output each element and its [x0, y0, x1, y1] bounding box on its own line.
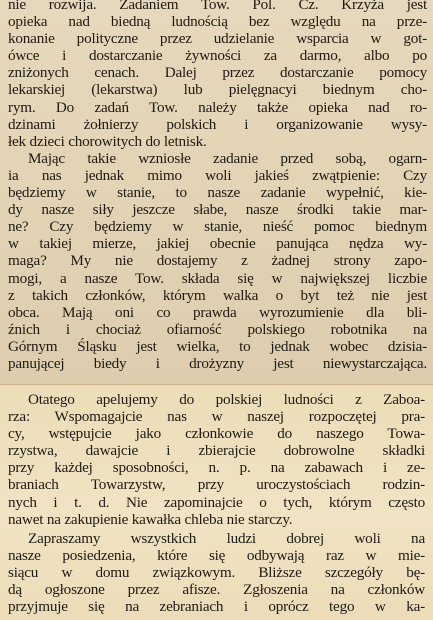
text-line: rzystwa, dawajcie i zbierajcie dobrowolne składki [8, 442, 425, 460]
text-line: dą ogłoszone przez afisze. Zgłoszenia na członków [8, 581, 425, 599]
text-line: opieka nad biedną ludnością bez względu na prze- [8, 13, 427, 31]
text-line: nasze posiedzenia, które się odbywają raz w mie- [8, 546, 425, 564]
text-line: w takiej mierze, jakiej obecnie panująca nędza wy- [8, 235, 427, 253]
text-line: z takich członków, którym walka o byt też nie jest [8, 286, 427, 304]
text-line: nie rozwija. Zadaniem Tow. Pol. Cz. Krzyża jest [8, 0, 427, 13]
text-line: rym. Do zadań Tow. należy także opieka nad ro- [8, 98, 427, 116]
text-line: ówce i dostarczanie żywności za darmo, albo po [8, 47, 427, 65]
text-line: Zapraszamy wszystkich ludzi dobrej woli na [28, 529, 425, 547]
text-line: przyjmuje się na zebraniach i oprócz tego w ka- [8, 598, 425, 616]
text-line: rza: Wspomagajcie nas w naszej rozpoczętej pra- [8, 408, 425, 426]
text-line: Górnym Śląsku jest wielka, to jednak wobec dzisia- [8, 337, 427, 355]
text-line: dy nasze siły jeszcze słabe, nasze środki takie mar- [8, 201, 427, 219]
text-line: zniżonych cenach. Dalej przez dostarczanie pomocy [8, 64, 427, 82]
text-line: mogi, a nasze Tow. składa się w największej liczbie [8, 269, 427, 287]
text-line: nych i t. d. Nie zapominajcie o tych, którym często [8, 493, 425, 511]
text-line: ne? Czy będziemy w stanie, nieść pomoc biednym [8, 218, 427, 236]
text-line: Otatego apelujemy do polskiej ludności z Zaboa- [28, 391, 425, 408]
text-line: konanie polityczne przez udzielanie wsparcia w got- [8, 30, 427, 48]
text-line: łek dzieci chorowitych do letnisk. [8, 132, 207, 150]
text-line: cy, wstępujcie jako członkowie do naszego Towa- [8, 425, 425, 443]
text-line: obca. Mają oni co prawda wyrozumienie dla bli- [8, 303, 427, 321]
text-line: panującej biedy i drożyzny jest niewystarczająca. [8, 354, 427, 372]
article-column-lower [0, 384, 433, 620]
text-line: dzinami żołnierzy polskich i organizowanie wysy- [8, 115, 427, 133]
text-line: maga? My nie dostajemy z żadnej strony zapo- [8, 252, 427, 270]
text-line: braniach Towarzystw, przy uroczystościach rodzin- [8, 476, 425, 494]
text-line: nawet na zakupienie kawałka chleba nie starczy. [8, 510, 293, 528]
text-line: będziemy w stanie, to nasze zadanie wypełnić, kie- [8, 184, 427, 202]
text-line: siącu w domu związkowym. Bliższe szczegóły bę- [8, 563, 425, 581]
text-line: lekarskiej (lekarstwa) lub pielęgnacyi biednym cho- [8, 81, 427, 99]
text-line: Mając takie wzniosłe zadanie przed sobą, ogarn- [28, 149, 427, 167]
text-line: źnich i chociaż ofiarność polskiego robotnika na [8, 320, 427, 338]
text-line: ia nas jednak mimo woli jakieś zwątpienie: Czy [8, 166, 427, 184]
text-line: przy każdej sposobności, n. p. na zabawach i ze- [8, 459, 425, 477]
